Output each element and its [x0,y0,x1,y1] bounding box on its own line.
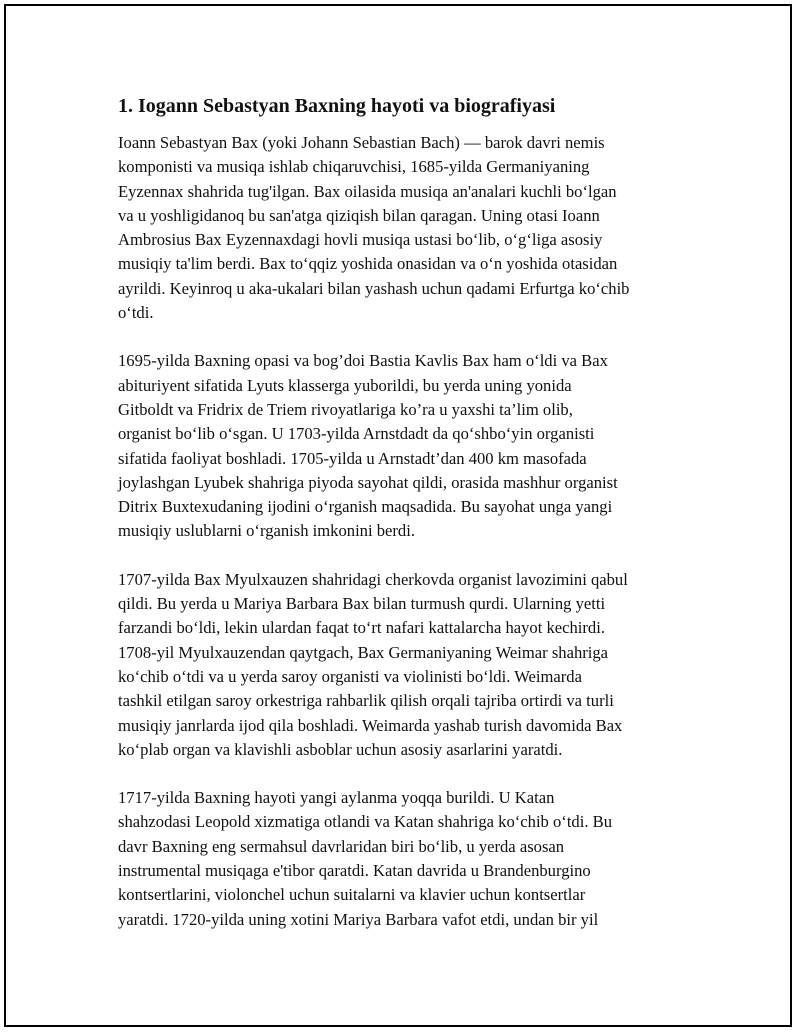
text-line: musiqiy ta'lim berdi. Bax to‘qqiz yoshida onasidan va o‘n yoshida otasidan [118,254,618,274]
text-line: farzandi bo‘ldi, lekin ulardan faqat to‘rt nafari kattalarcha hayot kechirdi. [118,618,605,638]
text-line: musiqiy uslublarni o‘rganish imkonini berdi. [118,521,415,541]
paragraph-1 [118,131,698,325]
text-line: Eyzennax shahrida tug'ilgan. Bax oilasida musiqa an'analari kuchli bo‘lgan [118,181,617,201]
text-line: 1707-yilda Bax Myulxauzen shahridagi cherkovda organist lavozimini qabul [118,569,628,589]
paragraph-4 [118,786,698,932]
text-line: Gitboldt va Fridrix de Triem rivoyatlariga ko’ra u yaxshi ta’lim olib, [118,399,573,419]
text-line: musiqiy janrlarda ijod qila boshladi. Weimarda yashab turish davomida Bax [118,715,623,735]
text-line: Ioann Sebastyan Bax (yoki Johann Sebastian Bach) — barok davri nemis [118,133,605,152]
paragraph-2 [118,349,698,543]
text-line: shahzodasi Leopold xizmatiga otlandi va Katan shahriga ko‘chib o‘tdi. Bu [118,812,612,832]
text-line: Ambrosius Bax Eyzennaxdagi hovli musiqa ustasi bo‘lib, o‘g‘liga asosiy [118,230,603,250]
text-line: va u yoshligidanoq bu san'atga qiziqish bilan qaragan. Uning otasi Ioann [118,205,600,225]
text-line: organist bo‘lib o‘sgan. U 1703-yilda Arnstdadt da qo‘shbo‘yin organisti [118,424,595,444]
section-heading: 1. Iogann Sebastyan Baxning hayoti va biografiyasi [118,95,556,117]
text-line: 1717-yilda Baxning hayoti yangi aylanma yoqqa burildi. U Katan [118,788,555,808]
text-line: qildi. Bu yerda u Mariya Barbara Bax bilan turmush qurdi. Ularning yetti [118,594,606,614]
text-line: komponisti va musiqa ishlab chiqaruvchisi, 1685-yilda Germaniyaning [118,157,590,177]
text-line: abituriyent sifatida Lyuts klasserga yuborildi, bu yerda uning yonida [118,375,572,395]
text-line: o‘tdi. [118,303,154,323]
text-line: joylashgan Lyubek shahriga piyoda sayohat qildi, orasida mashhur organist [118,472,618,492]
text-line: ko‘plab organ va klavishli asboblar uchun asosiy asarlarini yaratdi. [118,739,563,759]
text-line: ayrildi. Keyinroq u aka-ukalari bilan yashash uchun qadami Erfurtga ko‘chib [118,278,630,298]
document-body [118,93,698,956]
text-line: yaratdi. 1720-yilda uning xotini Mariya Barbara vafot etdi, undan bir yil [118,909,599,929]
text-line: instrumental musiqaga e'tibor qaratdi. Katan davrida u Brandenburgino [118,861,591,881]
text-line: 1695-yilda Baxning opasi va bog’doi Bastia Kavlis Bax ham o‘ldi va Bax [118,351,608,371]
text-line: ko‘chib o‘tdi va u yerda saroy organisti va violinisti bo‘ldi. Weimarda [118,666,582,686]
text-line: davr Baxning eng sermahsul davrlaridan biri bo‘lib, u yerda asosan [118,836,565,856]
paragraph-3 [118,568,698,762]
text-line: sifatida faoliyat boshladi. 1705-yilda u Arnstadt’dan 400 km masofada [118,448,587,468]
text-line: 1708-yil Myulxauzendan qaytgach, Bax Germaniyaning Weimar shahriga [118,642,609,662]
text-line: kontsertlarini, violonchel uchun suitalarni va klavier uchun kontsertlar [118,885,586,905]
text-line: tashkil etilgan saroy orkestriga rahbarlik qilish orqali tajriba ortirdi va turli [118,691,614,711]
text-line: Ditrix Buxtexudaning ijodini o‘rganish maqsadida. Bu sayohat unga yangi [118,497,613,517]
